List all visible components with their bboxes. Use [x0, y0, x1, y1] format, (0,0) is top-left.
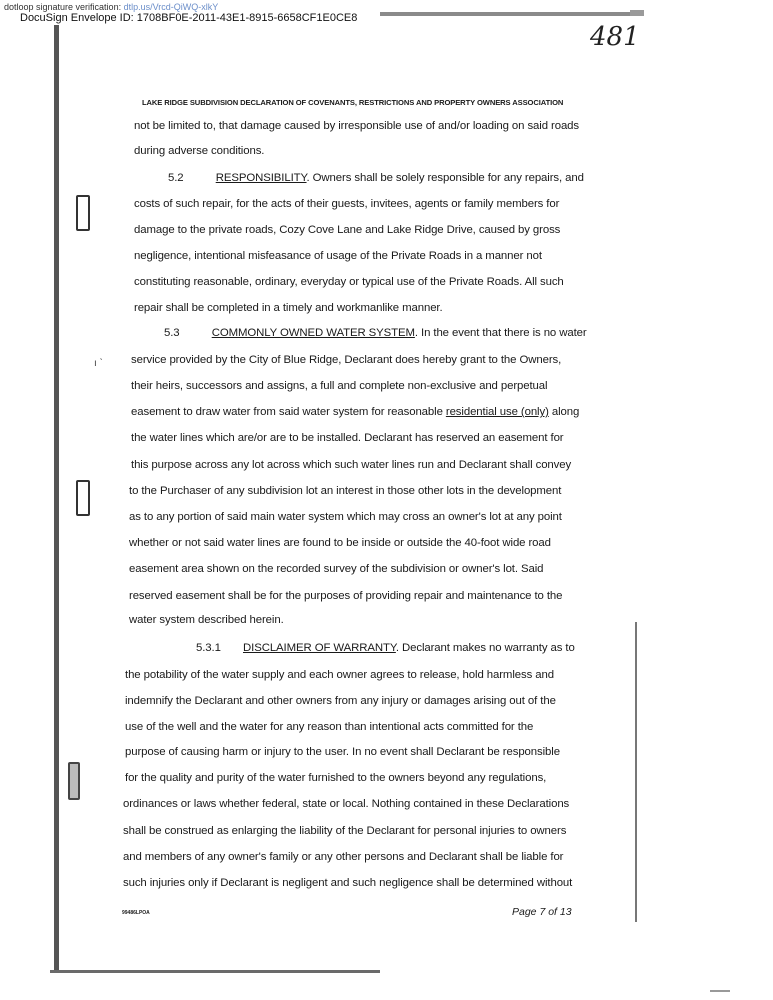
- body-line: use of the well and the water for any reason than intentional acts committed for the: [125, 721, 534, 733]
- body-line: water system described herein.: [129, 614, 284, 626]
- body-line: not be limited to, that damage caused by irresponsible use of and/or loading on said roads: [134, 120, 580, 132]
- body-line: such injuries only if Declarant is negligent and such negligence shall be determined without: [123, 877, 573, 889]
- section-title: COMMONLY OWNED WATER SYSTEM: [211, 327, 415, 339]
- body-text: along: [548, 406, 580, 418]
- scan-artifact-top-rule: [380, 12, 630, 16]
- section-number: 5.2: [168, 172, 184, 184]
- section-5-3-line: [164, 327, 587, 339]
- body-line: ordinances or laws whether federal, state or local. Nothing contained in these Declarations: [123, 798, 570, 810]
- handwritten-page-number: 481: [590, 22, 640, 52]
- stray-marks: ı ˋ: [94, 358, 103, 369]
- scan-artifact-top-mark: [630, 10, 644, 16]
- body-line: negligence, intentional misfeasance of usage of the Private Roads in a manner not: [134, 250, 542, 262]
- body-line: and members of any owner's family or any other persons and Declarant shall be liable for: [123, 851, 564, 863]
- section-5-3-1-line: [196, 642, 575, 654]
- body-line: reserved easement shall be for the purposes of providing repair and maintenance to the: [129, 590, 563, 602]
- margin-bracket-mark: [68, 762, 80, 800]
- verification-label: dotloop signature verification:: [4, 2, 122, 12]
- body-line: indemnify the Declarant and other owners from any injury or damages arising out of the: [125, 695, 556, 707]
- verification-link[interactable]: dtlp.us/Vrcd-QiWQ-xlkY: [123, 2, 219, 12]
- section-5-2-line: [168, 172, 584, 184]
- underlined-text: residential use (only): [445, 406, 549, 418]
- body-line: to the Purchaser of any subdivision lot an interest in those other lots in the development: [129, 485, 562, 497]
- scan-artifact-bottom-mark: [710, 990, 730, 992]
- scan-artifact-right-bar: [635, 622, 637, 922]
- body-line: [131, 406, 579, 418]
- body-line: the potability of the water supply and each owner agrees to release, hold harmless and: [125, 669, 554, 681]
- body-line: easement area shown on the recorded survey of the subdivision or owner's lot. Said: [129, 563, 544, 575]
- section-title: RESPONSIBILITY: [215, 172, 307, 184]
- envelope-id: DocuSign Envelope ID: 1708BF0E-2011-43E1-8915-6658CF1E0CE8: [20, 12, 358, 24]
- margin-bracket-mark: [76, 195, 90, 231]
- body-line: this purpose across any lot across which such water lines run and Declarant shall convey: [131, 459, 572, 471]
- body-line: costs of such repair, for the acts of their guests, invitees, agents or family members for: [134, 198, 560, 210]
- section-text: . Owners shall be solely responsible for any repairs, and: [306, 172, 584, 184]
- footer-page-number: Page 7 of 13: [512, 906, 572, 918]
- body-text: easement to draw water from said water system for reasonable: [131, 406, 446, 418]
- body-line: whether or not said water lines are found to be inside or outside the 40-foot wide road: [129, 537, 551, 549]
- signature-verification: [4, 2, 218, 12]
- document-header: LAKE RIDGE SUBDIVISION DECLARATION OF COVENANTS, RESTRICTIONS AND PROPERTY OWNERS ASSOCIATION: [142, 98, 564, 107]
- scan-artifact-left-bar: [54, 25, 59, 970]
- body-line: service provided by the City of Blue Ridge, Declarant does hereby grant to the Owners,: [131, 354, 562, 366]
- section-number: 5.3.1: [196, 642, 221, 654]
- body-line: as to any portion of said main water system which may cross an owner's lot at any point: [129, 511, 562, 523]
- body-line: constituting reasonable, ordinary, everyday or typical use of the Private Roads. All such: [134, 276, 564, 288]
- section-number: 5.3: [164, 327, 180, 339]
- body-line: during adverse conditions.: [134, 145, 265, 157]
- scan-artifact-bottom-rule: [50, 970, 380, 973]
- margin-bracket-mark: [76, 480, 90, 516]
- body-line: for the quality and purity of the water furnished to the owners beyond any regulations,: [125, 772, 547, 784]
- body-line: repair shall be completed in a timely and workmanlike manner.: [134, 302, 443, 314]
- section-text: . Declarant makes no warranty as to: [395, 642, 575, 654]
- section-text: . In the event that there is no water: [414, 327, 587, 339]
- body-line: damage to the private roads, Cozy Cove Lane and Lake Ridge Drive, caused by gross: [134, 224, 561, 236]
- body-line: their heirs, successors and assigns, a full and complete non-exclusive and perpetual: [131, 380, 548, 392]
- section-title: DISCLAIMER OF WARRANTY: [243, 642, 396, 654]
- body-line: the water lines which are/or are to be installed. Declarant has reserved an easement for: [131, 432, 564, 444]
- body-line: shall be construed as enlarging the liability of the Declarant for personal injuries to owners: [123, 825, 567, 837]
- body-line: purpose of causing harm or injury to the user. In no event shall Declarant be responsible: [125, 746, 560, 758]
- footer-file-code: 99486LPOA: [122, 910, 150, 916]
